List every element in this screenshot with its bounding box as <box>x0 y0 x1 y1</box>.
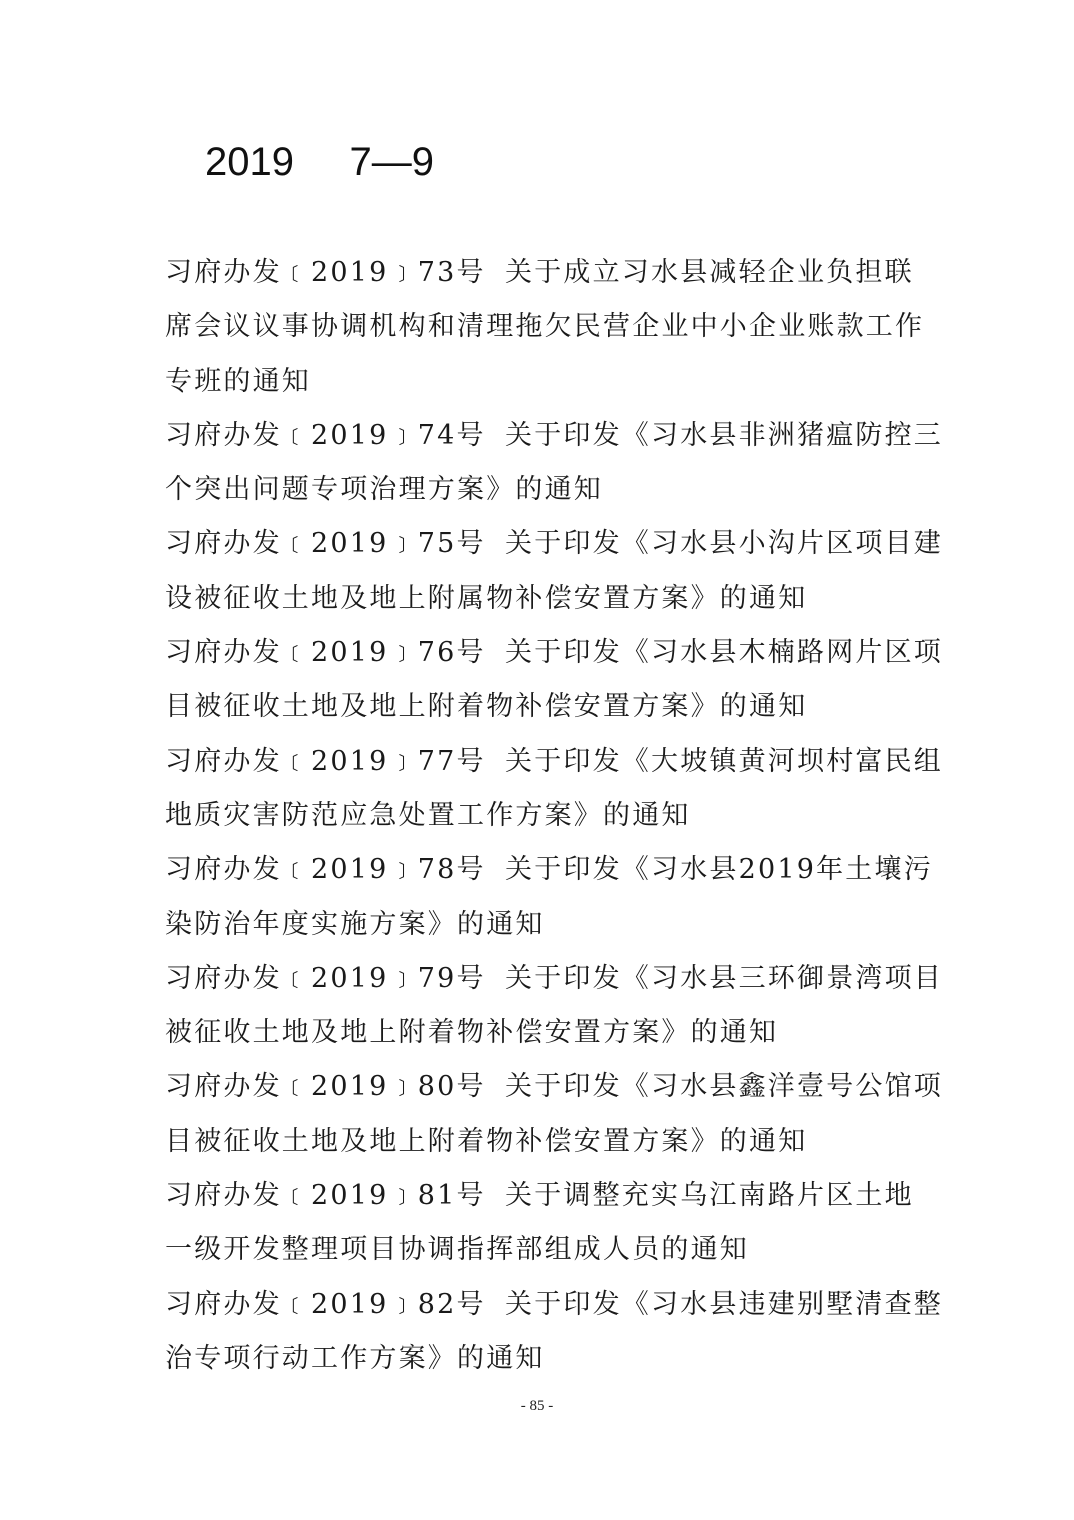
entry-title-continued: 地质灾害防范应急处置工作方案》的通知 <box>165 799 691 831</box>
entry-title: 关于印发《习水县违建别墅清查整 <box>505 1288 943 1320</box>
entry-title: 关于调整充实乌江南路片区土地 <box>505 1180 914 1212</box>
entry-title: 关于印发《习水县2019年土壤污 <box>505 854 933 886</box>
entry-first-line <box>165 1060 943 1114</box>
entry-first-line <box>165 952 943 1006</box>
page-number: - 85 - <box>520 1398 554 1414</box>
list-item <box>165 1278 943 1387</box>
list-item <box>165 952 943 1061</box>
entry-title: 关于印发《习水县非洲猪瘟防控三 <box>505 419 943 451</box>
entry-first-line <box>165 626 943 680</box>
entry-first-line <box>165 409 943 463</box>
document-number: 习府办发﹝2019﹞75号 <box>165 528 486 560</box>
document-list <box>165 246 943 1386</box>
list-item <box>165 409 943 518</box>
entry-first-line <box>165 843 933 897</box>
entry-title-continued: 目被征收土地及地上附着物补偿安置方案》的通知 <box>165 1125 808 1157</box>
entry-title: 关于印发《大坡镇黄河坝村富民组 <box>505 745 943 777</box>
entry-title-continued: 设被征收土地及地上附属物补偿安置方案》的通知 <box>165 582 808 614</box>
list-item <box>165 626 943 735</box>
entry-first-line <box>165 517 943 571</box>
list-item <box>165 246 925 409</box>
entry-title: 关于印发《习水县鑫洋壹号公馆项 <box>505 1071 943 1103</box>
entry-first-line <box>165 735 943 789</box>
entry-title-continued: 一级开发整理项目协调指挥部组成人员的通知 <box>165 1234 749 1266</box>
entry-title-continued: 治专项行动工作方案》的通知 <box>165 1342 545 1374</box>
entry-title-continued: 个突出问题专项治理方案》的通知 <box>165 474 603 506</box>
entry-title: 关于成立习水县减轻企业负担联 <box>505 257 914 288</box>
list-item <box>165 1169 925 1278</box>
document-number: 习府办发﹝2019﹞79号 <box>165 962 486 994</box>
document-number: 习府办发﹝2019﹞80号 <box>165 1071 486 1103</box>
document-number: 习府办发﹝2019﹞76号 <box>165 637 486 669</box>
document-number: 习府办发﹝2019﹞74号 <box>165 419 486 451</box>
list-item <box>165 735 943 844</box>
document-number: 习府办发﹝2019﹞81号 <box>165 1180 486 1212</box>
entry-title-continued: 席会议议事协调机构和清理拖欠民营企业中小企业账款工作 <box>165 311 925 343</box>
entry-title-continued: 被征收土地及地上附着物补偿安置方案》的通知 <box>165 1017 779 1049</box>
document-number: 习府办发﹝2019﹞82号 <box>165 1288 486 1320</box>
entry-title: 关于印发《习水县小沟片区项目建 <box>505 528 943 560</box>
document-number: 习府办发﹝2019﹞78号 <box>165 854 486 886</box>
entry-first-line <box>165 1169 925 1223</box>
list-item <box>165 1060 943 1169</box>
entry-title-continued: 染防治年度实施方案》的通知 <box>165 908 545 940</box>
section-heading: 2019 7—9 <box>205 140 435 184</box>
entry-first-line <box>165 246 925 300</box>
entry-title-continued: 目被征收土地及地上附着物补偿安置方案》的通知 <box>165 691 808 723</box>
entry-title: 关于印发《习水县木楠路网片区项 <box>505 637 943 669</box>
list-item <box>165 843 933 952</box>
list-item <box>165 517 943 626</box>
entry-first-line <box>165 1278 943 1332</box>
document-number: 习府办发﹝2019﹞77号 <box>165 745 486 777</box>
document-number: 习府办发﹝2019﹞73号 <box>165 257 486 288</box>
entry-title-continued: 专班的通知 <box>165 365 311 397</box>
entry-title: 关于印发《习水县三环御景湾项目 <box>505 962 943 994</box>
